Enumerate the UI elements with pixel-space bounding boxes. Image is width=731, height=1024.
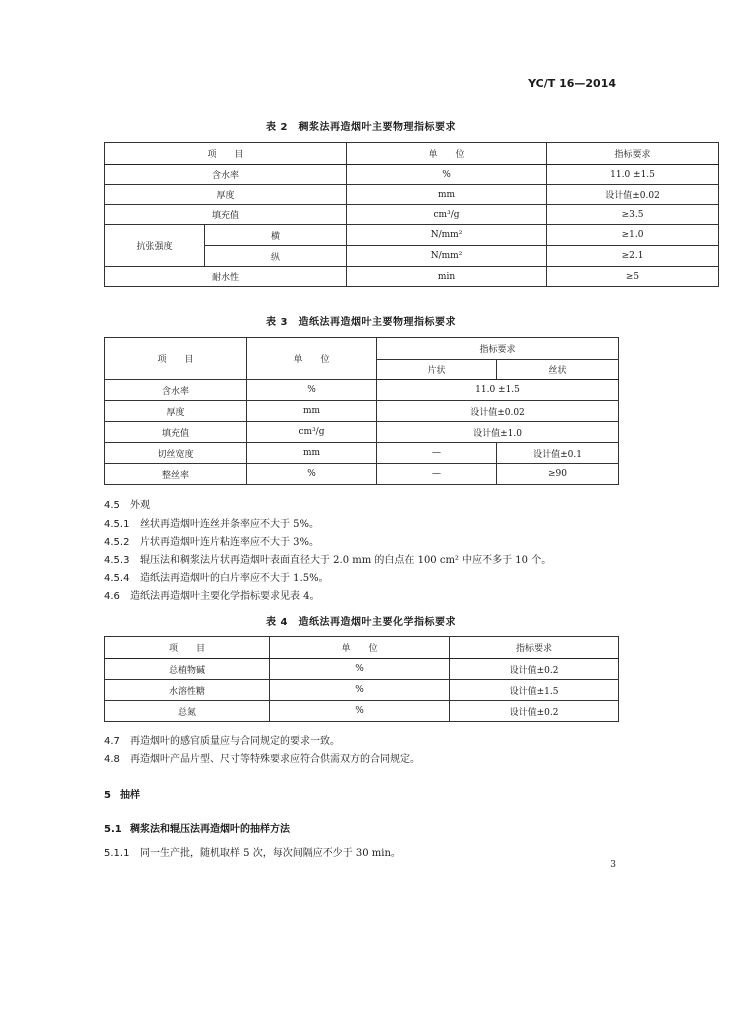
table4-header-item: 项 目	[105, 637, 270, 659]
table3-cell-unit: mm	[247, 443, 377, 464]
table2-cell-unit: mm	[347, 185, 547, 205]
table3-caption: 表 3 造纸法再造烟叶主要物理指标要求	[266, 317, 456, 328]
clause-text: 丝状再造烟叶连丝并条率应不大于 5%。	[140, 519, 320, 530]
table4-cell-req: 设计值±0.2	[450, 659, 619, 680]
clause-number: 4.7	[104, 736, 120, 747]
table-row	[105, 165, 719, 185]
table-row	[105, 443, 619, 464]
clause-text: 造纸法再造烟叶主要化学指标要求见表 4。	[130, 591, 320, 602]
table3-header-sheet: 片状	[377, 360, 497, 380]
page-number: 3	[610, 860, 616, 870]
table3-cell-item: 整丝率	[105, 464, 247, 485]
table2-cell-item: 厚度	[105, 185, 347, 205]
table3-cell-shred: 设计值±0.1	[497, 443, 619, 464]
table2-header-item: 项 目	[105, 143, 347, 165]
table3-cell-unit: %	[247, 464, 377, 485]
table3-cell-unit: mm	[247, 401, 377, 422]
clause-number: 4.5	[104, 500, 120, 511]
table2-caption: 表 2 稠浆法再造烟叶主要物理指标要求	[266, 122, 456, 133]
table3-cell-item: 切丝宽度	[105, 443, 247, 464]
section-title: 抽样	[120, 790, 140, 801]
clause-number: 4.5.2	[104, 537, 130, 548]
table-row	[105, 422, 619, 443]
table2-header-unit: 单 位	[347, 143, 547, 165]
table2	[104, 142, 719, 287]
table2-cell-req: ≥5	[547, 267, 719, 287]
table4-cell-unit: %	[270, 701, 450, 722]
table3-cell-shred: ≥90	[497, 464, 619, 485]
table2-cell-dir: 横	[205, 225, 347, 246]
table2-cell-unit: N/mm²	[347, 225, 547, 246]
table3-cell-item: 填充值	[105, 422, 247, 443]
table4-cell-item: 水溶性糖	[105, 680, 270, 701]
table3-cell-item: 厚度	[105, 401, 247, 422]
clause-text: 造纸法再造烟叶的白片率应不大于 1.5%。	[140, 573, 329, 584]
clause-4-8	[104, 750, 624, 765]
clause-number: 4.8	[104, 754, 120, 765]
table4-header-req: 指标要求	[450, 637, 619, 659]
table-row	[105, 205, 719, 225]
table-row	[105, 267, 719, 287]
table4-cell-unit: %	[270, 659, 450, 680]
table2-cell-req: 设计值±0.02	[547, 185, 719, 205]
table4-cell-req: 设计值±0.2	[450, 701, 619, 722]
clause-number: 4.5.1	[104, 519, 130, 530]
section-5-1-heading	[104, 820, 290, 835]
clause-text: 辊压法和稠浆法片状再造烟叶表面直径大于 2.0 mm 的白点在 100 cm² 中应不多于 10 个。	[140, 555, 552, 566]
table2-cell-unit: cm³/g	[347, 205, 547, 225]
clause-4-5	[104, 496, 624, 511]
table3-cell-req: 11.0 ±1.5	[377, 380, 619, 401]
table-row	[105, 680, 619, 701]
clause-4-5-2	[104, 533, 624, 548]
table3-cell-req: 设计值±1.0	[377, 422, 619, 443]
clause-number: 4.6	[104, 591, 120, 602]
standard-code: YC/T 16—2014	[528, 77, 616, 90]
table3-cell-item: 含水率	[105, 380, 247, 401]
table2-cell-req: ≥3.5	[547, 205, 719, 225]
table3-header-shred: 丝状	[497, 360, 619, 380]
table3-cell-req: 设计值±0.02	[377, 401, 619, 422]
table4	[104, 636, 619, 722]
table-row	[105, 701, 619, 722]
clause-4-5-1	[104, 515, 624, 530]
table3-header-req: 指标要求	[377, 338, 619, 360]
table3-header-item: 项 目	[105, 338, 247, 380]
table2-cell-req: 11.0 ±1.5	[547, 165, 719, 185]
table-row	[105, 225, 719, 246]
clause-number: 5.1.1	[104, 848, 130, 859]
clause-number: 4.5.4	[104, 573, 130, 584]
table3	[104, 337, 619, 485]
table2-cell-req: ≥1.0	[547, 225, 719, 246]
clause-text: 外观	[130, 500, 150, 511]
table3-cell-unit: %	[247, 380, 377, 401]
table3-cell-sheet: —	[377, 443, 497, 464]
table4-cell-item: 总氮	[105, 701, 270, 722]
section-5-heading	[104, 786, 140, 801]
clause-4-5-4	[104, 569, 624, 584]
table2-cell-tensile: 抗张强度	[105, 225, 205, 267]
table2-cell-unit: %	[347, 165, 547, 185]
clause-text: 片状再造烟叶连片粘连率应不大于 3%。	[140, 537, 320, 548]
table2-cell-dir: 纵	[205, 246, 347, 267]
table3-header-unit: 单 位	[247, 338, 377, 380]
table-row	[105, 401, 619, 422]
table4-caption: 表 4 造纸法再造烟叶主要化学指标要求	[266, 617, 456, 628]
table4-cell-req: 设计值±1.5	[450, 680, 619, 701]
clause-4-5-3	[104, 551, 624, 566]
clause-text: 再造烟叶的感官质量应与合同规定的要求一致。	[130, 736, 340, 747]
table-row	[105, 659, 619, 680]
table2-cell-unit: min	[347, 267, 547, 287]
section-title: 稠浆法和辊压法再造烟叶的抽样方法	[130, 824, 290, 835]
table4-header-unit: 单 位	[270, 637, 450, 659]
table-row	[105, 380, 619, 401]
table4-cell-item: 总植物碱	[105, 659, 270, 680]
table2-header-req: 指标要求	[547, 143, 719, 165]
table2-cell-item: 填充值	[105, 205, 347, 225]
table-row	[105, 464, 619, 485]
section-number: 5	[104, 790, 111, 801]
clause-4-7	[104, 732, 624, 747]
table2-cell-req: ≥2.1	[547, 246, 719, 267]
clause-number: 4.5.3	[104, 555, 130, 566]
table3-cell-sheet: —	[377, 464, 497, 485]
clause-text: 再造烟叶产品片型、尺寸等特殊要求应符合供需双方的合同规定。	[130, 754, 420, 765]
table2-cell-item: 耐水性	[105, 267, 347, 287]
table2-cell-unit: N/mm²	[347, 246, 547, 267]
table4-cell-unit: %	[270, 680, 450, 701]
table3-cell-unit: cm³/g	[247, 422, 377, 443]
clause-4-6	[104, 587, 624, 602]
clause-5-1-1	[104, 844, 624, 859]
table-row	[105, 185, 719, 205]
clause-text: 同一生产批，随机取样 5 次，每次间隔应不少于 30 min。	[140, 848, 401, 859]
table2-cell-item: 含水率	[105, 165, 347, 185]
section-number: 5.1	[104, 824, 122, 835]
